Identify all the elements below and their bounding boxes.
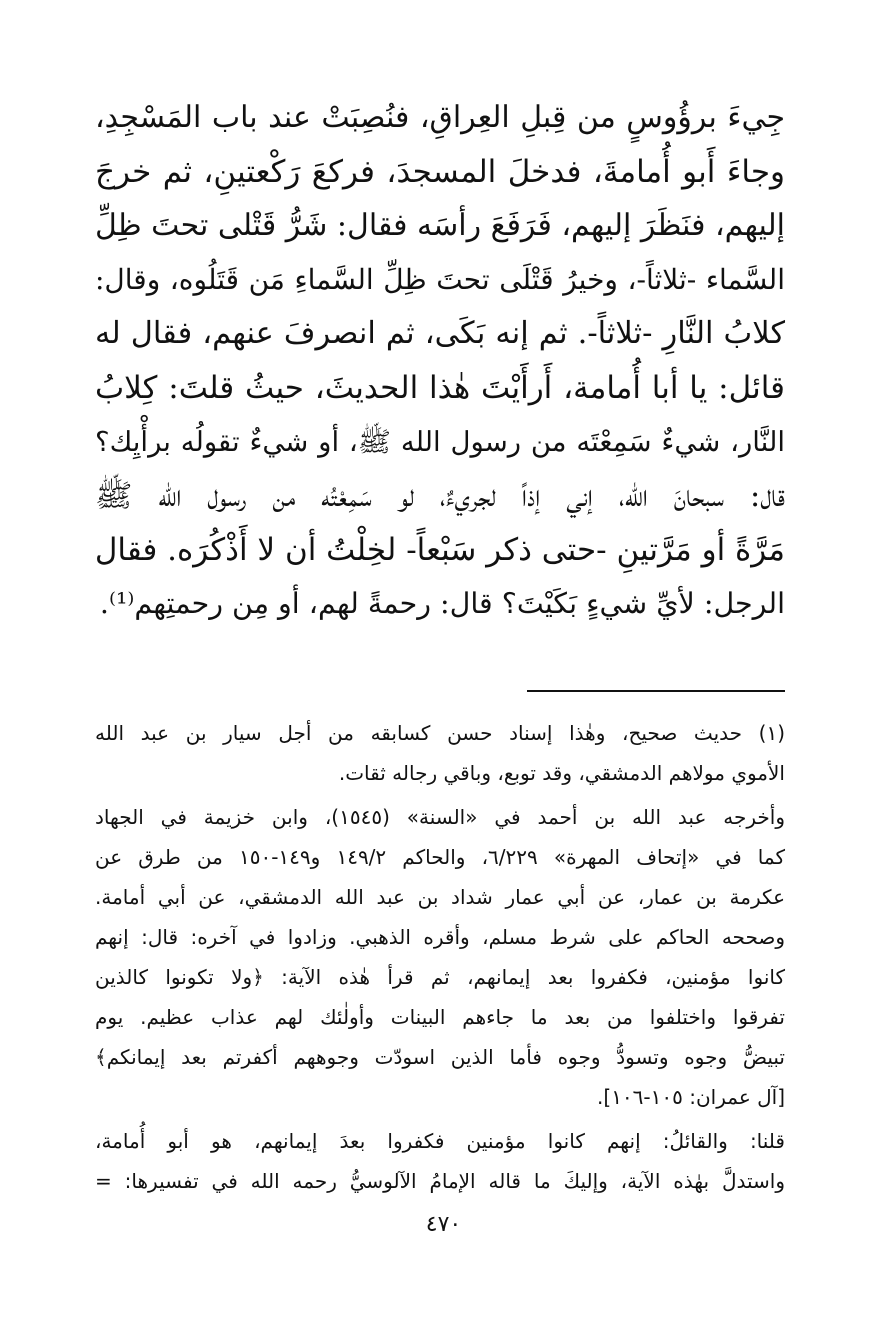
main-text-line: وجاءَ أَبو أُمامةَ، فدخلَ المسجدَ، فركعَ رَكْعتينِ، ثم خرجَ [95,154,785,190]
page-number: ٤٧٠ [425,1212,462,1237]
footnote-line: كانوا مؤمنين، فكفروا بعد إيمانهم، ثم قرأ هٰذه الآية: ﴿ولا تكونوا كالذين [95,965,785,989]
footnote-line: عكرمة بن عمار، عن أبي عمار شداد بن عبد الله الدمشقي، عن أبي أمامة. [95,885,785,909]
footnote-separator [527,690,785,692]
main-text-line: مَرَّةً أو مَرَّتينِ -حتى ذكر سَبْعاً- لخِلْتُ أن لا أَذْكُرَه. فقال [94,532,785,568]
main-text-line: كلابُ النَّارِ -ثلاثاً-. ثم إنه بَكَى، ثم انصرفَ عنهم، فقال له [95,316,785,351]
main-text-line: النَّار، شيءٌ سَمِعْتَه من رسول الله ﷺ، أو شيءٌ تقولُه برأْيِك؟ [95,426,785,458]
footnote-line: (١) حديث صحيح، وهٰذا إسناد حسن كسابقه من أجل سيار بن عبد الله [95,721,785,745]
main-text-line: قائل: يا أبا أُمامة، أَرأَيْتَ هٰذا الحديثَ، حيثُ قلتَ: كِلابُ [95,370,785,406]
main-text-line: إليهم، فنَظَرَ إليهم، فَرَفَعَ رأسَه فقال: شَرُّ قَتْلى تحتَ ظِلِّ [95,208,785,243]
main-text-line: قال: سبحانَ الله، إني إذاً لجريءٌ، لو سَمِعْتُه من رسول الله ﷺ [95,478,785,514]
footnote-line: تفرقوا واختلفوا من بعد ما جاءهم البينات وأولٰئك لهم عذاب عظيم. يوم [95,1005,785,1029]
footnote-line: تبيضُّ وجوه وتسودُّ وجوه فأما الذين اسودّت وجوههم أكفرتم بعد إيمانكم﴾ [95,1045,785,1069]
footnote-line: وصححه الحاكم على شرط مسلم، وأقره الذهبي. وزادوا في آخره: قال: إنهم [95,925,785,949]
footnote-line: وأخرجه عبد الله بن أحمد في «السنة» (١٥٤٥)، وابن خزيمة في الجهاد [95,805,785,829]
footnote-line: الأموي مولاهم الدمشقي، وقد توبع، وباقي رجاله ثقات. [338,761,785,785]
footnote-line: كما في «إتحاف المهرة» ٦/٢٢٩، والحاكم ١٤٩/٢ و١٤٩-١٥٠ من طرق عن [95,845,785,869]
main-text-line: الرجل: لأيِّ شيءٍ بَكَيْتَ؟ قال: رحمةً لهم، أو مِن رحمتِهم⁽¹⁾. [99,587,785,620]
footnote-line: قلنا: والقائلُ: إنهم كانوا مؤمنين فكفروا بعدَ إيمانهم، هو أبو أُمامة، [95,1129,785,1153]
main-text-line: السَّماء -ثلاثاً-، وخيرُ قَتْلَى تحتَ ظِلِّ السَّماءِ مَن قَتَلُوه، وقال: [95,263,785,296]
footnote-line: واستدلَّ بهٰذه الآية، وإليكَ ما قاله الإمامُ الآلوسيُّ رحمه الله في تفسيرها: = [95,1169,785,1193]
main-text-line: جِيءَ برؤُوسٍ من قِبلِ العِراقِ، فنُصِبَتْ عند باب المَسْجِدِ، [95,100,785,135]
footnote-line: [آل عمران: ١٠٥-١٠٦]. [597,1085,785,1109]
